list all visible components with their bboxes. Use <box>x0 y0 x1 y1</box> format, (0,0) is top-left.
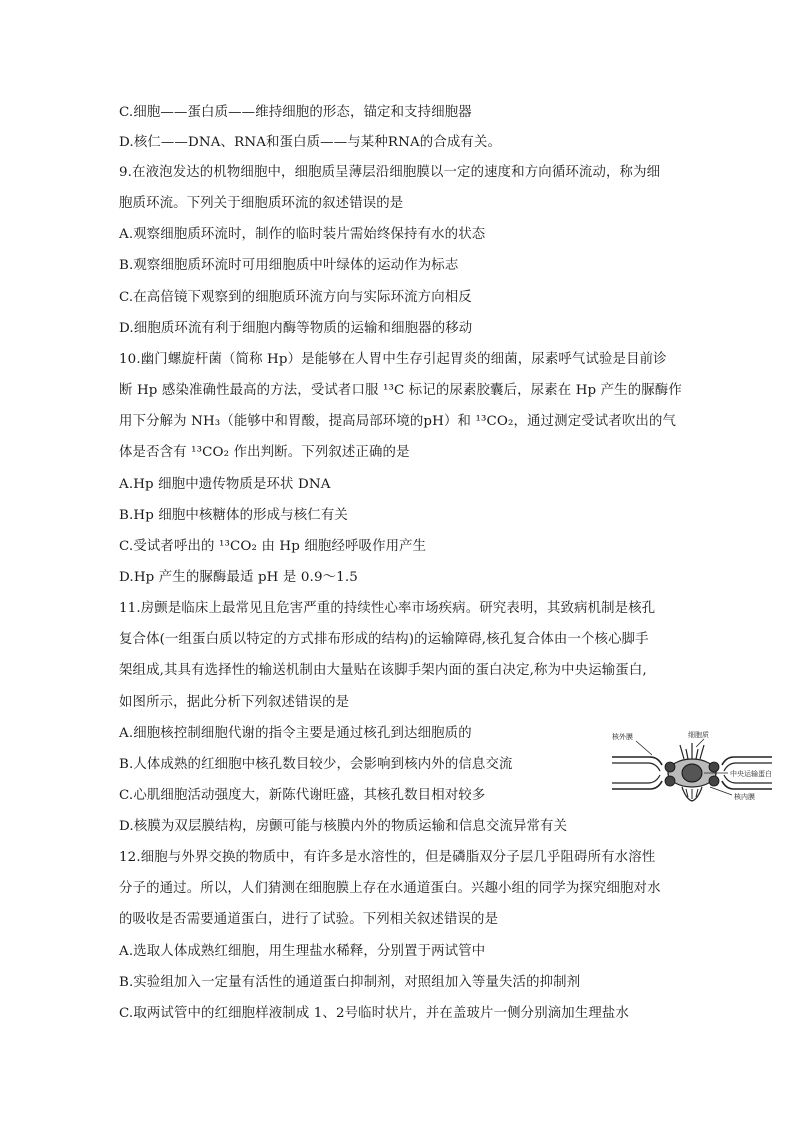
label-cytoplasm: 细胞质 <box>688 731 709 739</box>
option-b: B.观察细胞质环流时可用细胞质中叶绿体的运动作为标志 <box>119 258 459 273</box>
text-line: 的吸收是否需要通道蛋白，进行了试验。下列相关叙述错误的是 <box>119 912 499 927</box>
option-a: A.观察细胞质环流时，制作的临时装片需始终保持有水的状态 <box>119 227 486 242</box>
nuclear-pore-diagram <box>608 727 776 809</box>
nuclear-pore-figure <box>608 727 776 809</box>
option-c: C.受试者呼出的 ¹³CO₂ 由 Hp 细胞经呼吸作用产生 <box>119 539 427 554</box>
option-b: B.实验组加入一定量有活性的通道蛋白抑制剂，对照组加入等量失活的抑制剂 <box>119 975 581 990</box>
option-a: A.选取人体成熟红细胞，用生理盐水稀释，分别置于两试管中 <box>119 944 486 959</box>
text-line: 体是否含有 ¹³CO₂ 作出判断。下列叙述正确的是 <box>119 445 410 460</box>
label-outer-membrane: 核外膜 <box>612 733 633 741</box>
option-c: C.在高倍镜下观察到的细胞质环流方向与实际环流方向相反 <box>119 290 472 305</box>
option-d: D.Hp 产生的脲酶最适 pH 是 0.9～1.5 <box>119 570 358 585</box>
text-line: 用下分解为 NH₃（能够中和胃酸，提高局部环境的pH）和 ¹³CO₂，通过测定受试者吹出的气 <box>119 414 677 429</box>
text-line: 分子的通过。所以，人们猜测在细胞膜上存在水通道蛋白。兴趣小组的同学为探究细胞对水 <box>119 881 661 896</box>
text-line: 如图所示，据此分析下列叙述错误的是 <box>119 695 350 710</box>
option-a: A.Hp 细胞中遗传物质是环状 DNA <box>119 477 331 492</box>
question-11-line: 11.房颤是临床上最常见且危害严重的持续性心率市场疾病。研究表明，其致病机制是核孔 <box>119 601 656 616</box>
option-a: A.细胞核控制细胞代谢的指令主要是通过核孔到达细胞质的 <box>119 726 472 741</box>
pore-complex <box>665 743 719 801</box>
text-line: 架组成,其具有选择性的输送机制由大量贴在该脚手架内面的蛋白决定,称为中央运输蛋白, <box>119 663 647 678</box>
option-c: C.取两试管中的红细胞样液制成 1、2号临时状片，并在盖玻片一侧分别滴加生理盐水 <box>119 1006 629 1021</box>
question-10-line: 10.幽门螺旋杆菌（简称 Hp）是能够在人胃中生存引起胃炎的细菌，尿素呼气试验是目前诊 <box>119 352 667 367</box>
option-d: D.细胞质环流有利于细胞内酶等物质的运输和细胞器的移动 <box>119 321 473 336</box>
text-line: 复合体(一组蛋白质以特定的方式排布形成的结构)的运输障碍,核孔复合体由一个核心脚手 <box>119 632 649 647</box>
text-line: D.核仁——DNA、RNA和蛋白质——与某种RNA的合成有关。 <box>119 135 502 150</box>
question-9-line: 9.在液泡发达的机物细胞中，细胞质呈薄层沿细胞膜以一定的速度和方向循环流动，称为细 <box>119 165 661 180</box>
option-c: C.心肌细胞活动强度大，新陈代谢旺盛，其核孔数目相对较多 <box>119 788 486 803</box>
option-b: B.人体成熟的红细胞中核孔数目较少，会影响到核内外的信息交流 <box>119 757 513 772</box>
question-12-line: 12.细胞与外界交换的物质中，有许多是水溶性的，但是磷脂双分子层几乎阻碍所有水溶性 <box>119 850 656 865</box>
text-line: 断 Hp 感染准确性最高的方法，受试者口服 ¹³C 标记的尿素胶囊后，尿素在 Hp 产生的脲酶作 <box>119 383 682 398</box>
label-inner-membrane: 核内膜 <box>734 793 755 801</box>
text-line: 胞质环流。下列关于细胞质环流的叙述错误的是 <box>119 196 404 211</box>
option-d: D.核膜为双层膜结构，房颤可能与核膜内外的物质运输和信息交流异常有关 <box>119 819 568 834</box>
option-b: B.Hp 细胞中核糖体的形成与核仁有关 <box>119 508 348 523</box>
label-central-transport-protein: 中央运输蛋白 <box>730 770 772 778</box>
text-line: C.细胞——蛋白质——维持细胞的形态，锚定和支持细胞器 <box>119 105 472 120</box>
